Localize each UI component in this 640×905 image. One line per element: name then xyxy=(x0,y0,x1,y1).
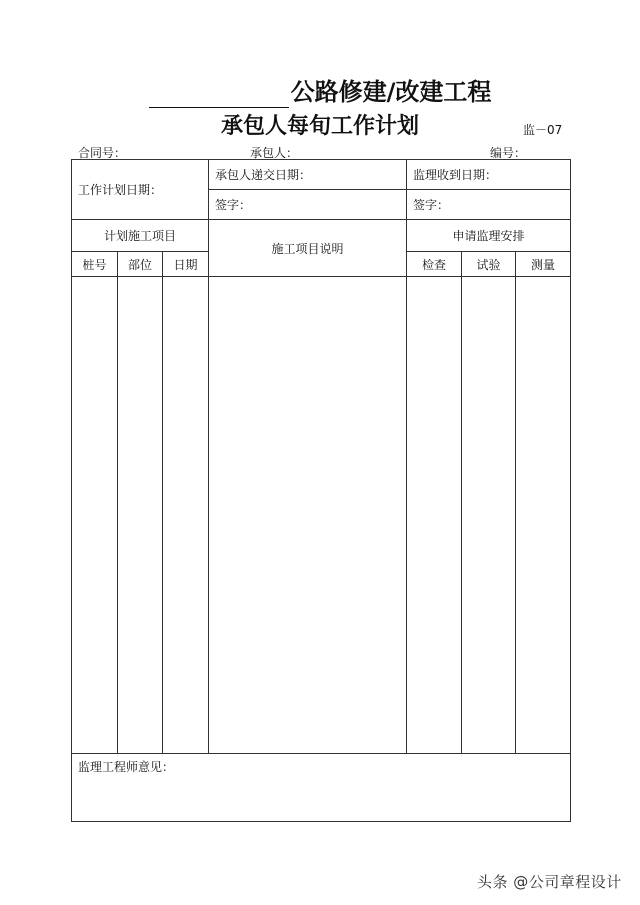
contractor-signature-label: 签字： xyxy=(215,198,252,212)
supervision-signature-label: 签字： xyxy=(413,198,450,212)
description-entry-cell[interactable] xyxy=(209,277,407,754)
supervision-signature-cell[interactable] xyxy=(407,190,571,220)
col-date-header: 日期 xyxy=(163,252,209,277)
contract-no-label: 合同号： xyxy=(78,146,127,160)
plan-date-label: 工作计划日期： xyxy=(78,183,163,197)
contractor-submit-date-cell[interactable] xyxy=(209,160,407,190)
supervision-receive-date-label: 监理收到日期： xyxy=(413,168,498,182)
test-entry-cell[interactable] xyxy=(462,277,516,754)
part-entry-cell[interactable] xyxy=(118,277,163,754)
project-name-blank[interactable] xyxy=(149,83,289,108)
title-line1-text: 公路修建/改建工程 xyxy=(290,78,492,106)
inspection-entry-cell[interactable] xyxy=(407,277,462,754)
entry-row xyxy=(72,277,571,754)
col-inspection-header: 检查 xyxy=(407,252,462,277)
form-title-line2: 承包人每旬工作计划 xyxy=(220,114,419,139)
contractor-submit-date-label: 承包人递交日期： xyxy=(215,168,312,182)
work-plan-table xyxy=(71,159,571,822)
form-title-line1 xyxy=(0,76,640,108)
planned-items-header: 计划施工项目 xyxy=(72,220,209,252)
date-row xyxy=(72,160,571,190)
form-code: 监－07 xyxy=(523,123,563,137)
contractor-label: 承包人： xyxy=(250,146,299,160)
serial-no-label: 编号： xyxy=(490,146,527,160)
survey-entry-cell[interactable] xyxy=(516,277,571,754)
col-test-header: 试验 xyxy=(462,252,516,277)
col-part-header: 部位 xyxy=(118,252,163,277)
plan-date-cell[interactable] xyxy=(72,160,209,220)
supervision-receive-date-cell[interactable] xyxy=(407,160,571,190)
engineer-opinion-cell[interactable] xyxy=(72,754,571,822)
contractor-signature-cell[interactable] xyxy=(209,190,407,220)
construction-desc-header: 施工项目说明 xyxy=(209,220,407,277)
watermark-text: 头条 @公司章程设计 xyxy=(477,873,622,891)
group-header-row xyxy=(72,220,571,252)
col-station-header: 桩号 xyxy=(72,252,118,277)
supervision-request-header: 申请监理安排 xyxy=(407,220,571,252)
col-survey-header: 测量 xyxy=(516,252,571,277)
date-entry-cell[interactable] xyxy=(163,277,209,754)
station-entry-cell[interactable] xyxy=(72,277,118,754)
engineer-opinion-label: 监理工程师意见： xyxy=(78,760,175,774)
opinion-row xyxy=(72,754,571,822)
